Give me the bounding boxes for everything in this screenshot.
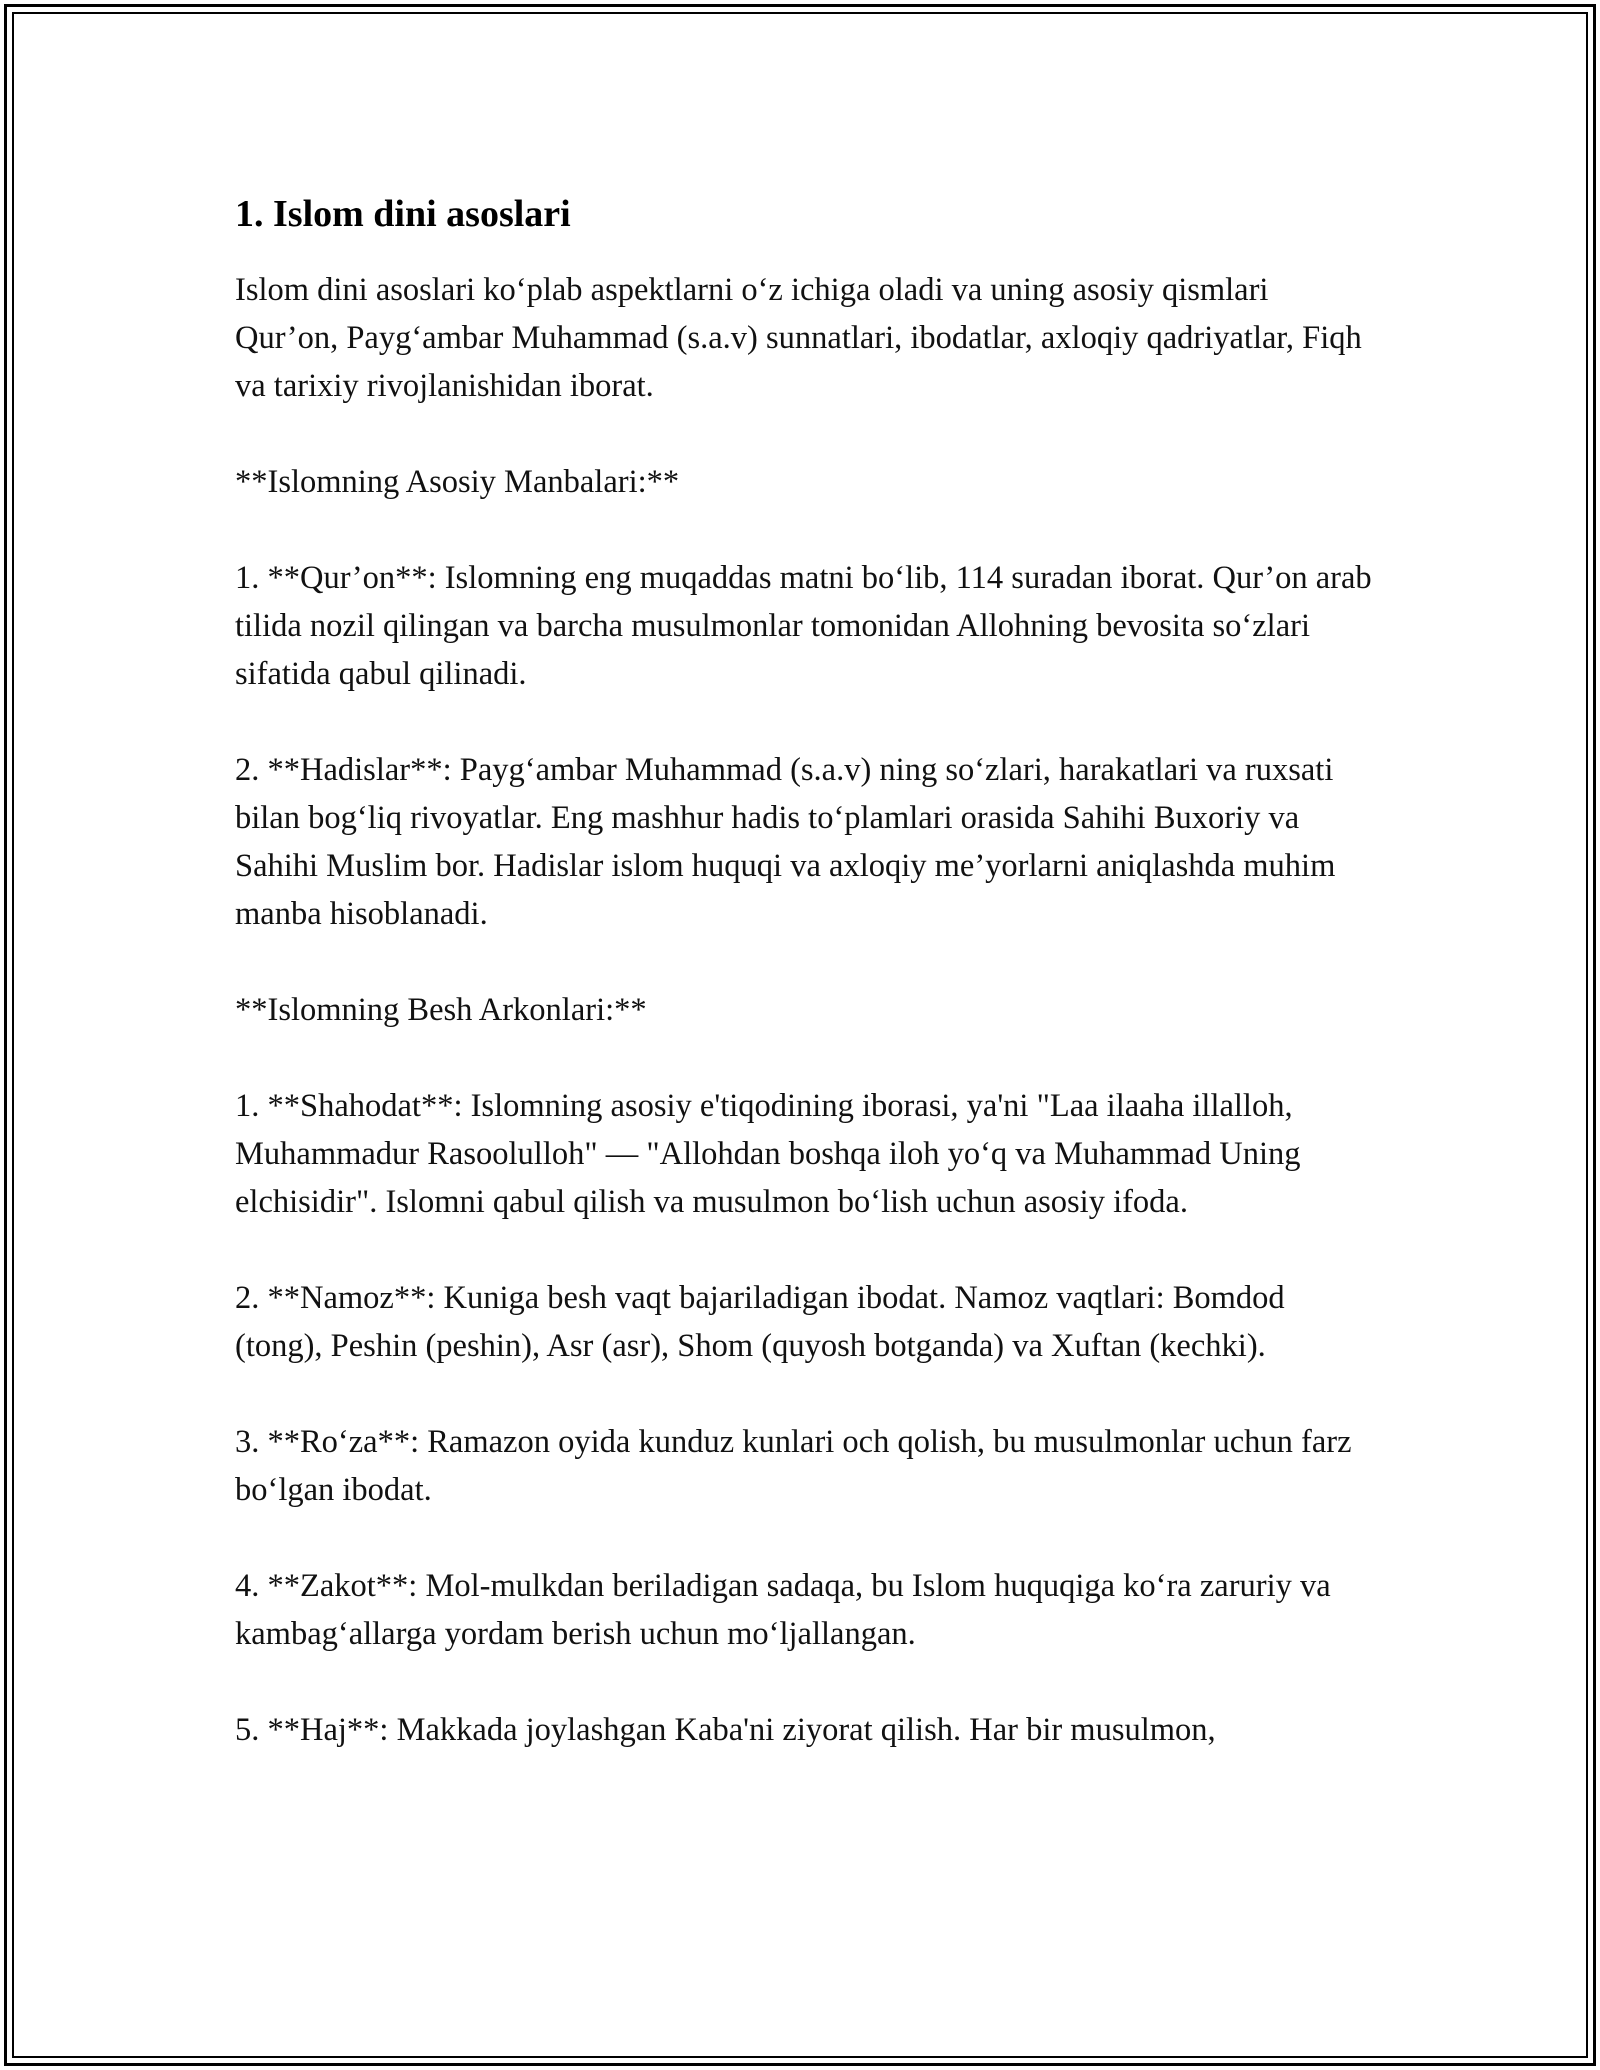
pillar-item-prayer: 2. **Namoz**: Kuniga besh vaqt bajariladigan ibodat. Namoz vaqtlari: Bomdod (tong), Peshin (peshin), Asr (asr), Shom (quyosh botganda) va Xuftan (kechki). bbox=[235, 1280, 1285, 1364]
pillars-heading: **Islomning Besh Arkonlari:** bbox=[235, 992, 647, 1028]
source-item-quran: 1. **Qur’on**: Islomning eng muqaddas matni bo‘lib, 114 suradan iborat. Qur’on arab tilida nozil qilingan va barcha musulmonlar tomonidan Allohning bevosita so‘zlari sifatida qabul qilinadi. bbox=[235, 560, 1372, 692]
sources-heading: **Islomning Asosiy Manbalari:** bbox=[235, 464, 680, 500]
pillar-item-hajj: 5. **Haj**: Makkada joylashgan Kaba'ni ziyorat qilish. Har bir musulmon, bbox=[235, 1712, 1216, 1748]
section-heading: 1. Islom dini asoslari bbox=[235, 193, 571, 235]
intro-paragraph: Islom dini asoslari ko‘plab aspektlarni o‘z ichiga oladi va uning asosiy qismlari Qur’on, Payg‘ambar Muhammad (s.a.v) sunnatlari, ibodatlar, axloqiy qadriyatlar, Fiqh va tarixiy rivojlanishidan iborat. bbox=[235, 272, 1362, 404]
source-item-hadith: 2. **Hadislar**: Payg‘ambar Muhammad (s.a.v) ning so‘zlari, harakatlari va ruxsati bilan bog‘liq rivoyatlar. Eng mashhur hadis to‘plamlari orasida Sahihi Buxoriy va Sahihi Muslim bor. Hadislar islom huquqi va axloqiy me’yorlarni aniqlashda muhim manba hisoblanadi. bbox=[235, 752, 1336, 932]
document-body bbox=[235, 186, 1375, 1802]
pillar-item-zakat: 4. **Zakot**: Mol-mulkdan beriladigan sadaqa, bu Islom huquqiga ko‘ra zaruriy va kambag‘allarga yordam berish uchun mo‘ljallangan. bbox=[235, 1568, 1331, 1652]
pillar-item-fasting: 3. **Ro‘za**: Ramazon oyida kunduz kunlari och qolish, bu musulmonlar uchun farz bo‘lgan ibodat. bbox=[235, 1424, 1352, 1508]
pillar-item-shahada: 1. **Shahodat**: Islomning asosiy e'tiqodining iborasi, ya'ni "Laa ilaaha illalloh, Muhammadur Rasoolulloh" — "Allohdan boshqa iloh yo‘q va Muhammad Uning elchisidir". Islomni qabul qilish va musulmon bo‘lish uchun asosiy ifoda. bbox=[235, 1088, 1301, 1220]
